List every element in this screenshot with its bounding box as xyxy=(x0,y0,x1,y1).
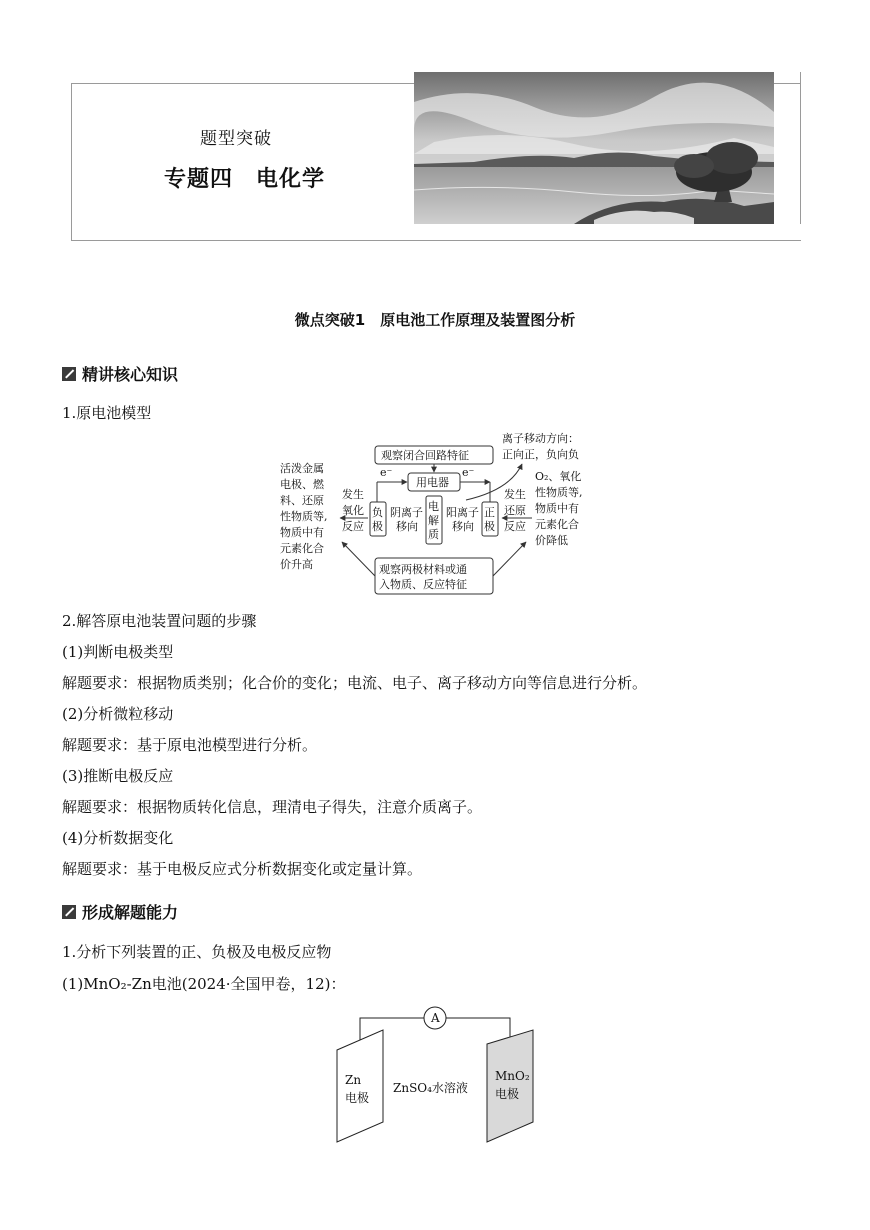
galvanic-cell-model-diagram xyxy=(270,430,600,600)
ammeter-label: A xyxy=(431,1011,440,1025)
step-4-title: (4)分析数据变化 xyxy=(62,829,174,847)
cathode-char-1: 正 xyxy=(484,506,495,519)
solution-label: ZnSO₄水溶液 xyxy=(393,1081,468,1095)
step-3-requirement: 解题要求：根据物质转化信息，理清电子得失，注意介质离子。 xyxy=(62,798,483,816)
right-reaction-3: 反应 xyxy=(504,520,526,533)
right-electrode-1: MnO₂ xyxy=(495,1069,530,1083)
electron-right: e⁻ xyxy=(462,466,475,479)
pencil-box-icon xyxy=(62,367,76,381)
left-note-1: 活泼金属 xyxy=(280,462,324,475)
step-3-title: (3)推断电极反应 xyxy=(62,767,174,785)
step-2-requirement: 解题要求：基于原电池模型进行分析。 xyxy=(62,736,318,754)
subject-label: 题型突破 xyxy=(200,129,272,149)
left-reaction-2: 氧化 xyxy=(342,504,364,517)
top-box-label: 观察闭合回路特征 xyxy=(381,449,469,462)
right-top-note-1: 离子移动方向： xyxy=(502,432,579,445)
bottom-box-2: 入物质、反应特征 xyxy=(379,578,467,591)
electrolyte-char-1: 电 xyxy=(428,500,439,513)
item-1-title: 1.原电池模型 xyxy=(62,404,152,422)
right-note-5: 价降低 xyxy=(535,534,568,547)
anion-move-1: 阴离子 xyxy=(390,506,423,519)
right-electrode-2: 电极 xyxy=(495,1087,520,1101)
left-reaction-3: 反应 xyxy=(342,520,364,533)
electron-left: e⁻ xyxy=(380,466,393,479)
part1-title: 精讲核心知识 xyxy=(82,365,179,384)
mno2-zn-cell-diagram xyxy=(335,1004,535,1150)
right-top-note-2: 正向正，负向负 xyxy=(502,448,579,461)
right-note-1: O₂、氧化 xyxy=(535,470,582,483)
part2-heading xyxy=(62,900,178,923)
electrolyte-char-2: 解 xyxy=(428,514,439,527)
device-label: 用电器 xyxy=(416,476,449,489)
electrolyte-char-3: 质 xyxy=(428,528,439,541)
right-note-4: 元素化合 xyxy=(535,518,579,531)
right-note-3: 物质中有 xyxy=(535,502,579,515)
right-reaction-1: 发生 xyxy=(504,488,526,501)
item-2-title: 2.解答原电池装置问题的步骤 xyxy=(62,612,257,630)
banner-divider xyxy=(800,72,801,224)
topic-title: 专题四 电化学 xyxy=(164,167,326,192)
step-1-requirement: 解题要求：根据物质类别；化合价的变化；电流、电子、离子移动方向等信息进行分析。 xyxy=(62,674,648,692)
anion-move-2: 移向 xyxy=(396,520,418,533)
left-electrode-2: 电极 xyxy=(345,1091,370,1105)
part2-sub-1: (1)MnO₂-Zn电池(2024·全国甲卷，12)： xyxy=(62,975,346,993)
left-note-6: 元素化合 xyxy=(280,542,324,555)
left-reaction-1: 发生 xyxy=(342,488,364,501)
cation-move-2: 移向 xyxy=(452,520,474,533)
right-note-2: 性物质等, xyxy=(535,486,583,499)
right-reaction-2: 还原 xyxy=(504,504,526,517)
part2-title: 形成解题能力 xyxy=(82,903,179,922)
part2-item-1: 1.分析下列装置的正、负极及电极反应物 xyxy=(62,943,332,961)
cathode-char-2: 极 xyxy=(484,520,495,533)
cation-move-1: 阳离子 xyxy=(446,506,479,519)
left-note-7: 价升高 xyxy=(280,558,313,571)
step-1-title: (1)判断电极类型 xyxy=(62,643,174,661)
anode-char-1: 负 xyxy=(372,506,383,519)
left-electrode-1: Zn xyxy=(345,1073,362,1087)
step-4-requirement: 解题要求：基于电极反应式分析数据变化或定量计算。 xyxy=(62,860,423,878)
part1-heading xyxy=(62,362,178,385)
section-heading: 微点突破1 原电池工作原理及装置图分析 xyxy=(294,311,576,329)
bottom-box-1: 观察两极材料或通 xyxy=(379,563,467,576)
left-note-5: 物质中有 xyxy=(280,526,324,539)
left-note-2: 电极、燃 xyxy=(280,478,324,491)
left-note-3: 料、还原 xyxy=(280,494,324,507)
mno2-electrode xyxy=(487,1030,533,1142)
left-note-4: 性物质等, xyxy=(280,510,328,523)
anode-char-2: 极 xyxy=(372,520,383,533)
seascape-photo xyxy=(414,72,774,224)
pencil-box-icon xyxy=(62,905,76,919)
step-2-title: (2)分析微粒移动 xyxy=(62,705,174,723)
